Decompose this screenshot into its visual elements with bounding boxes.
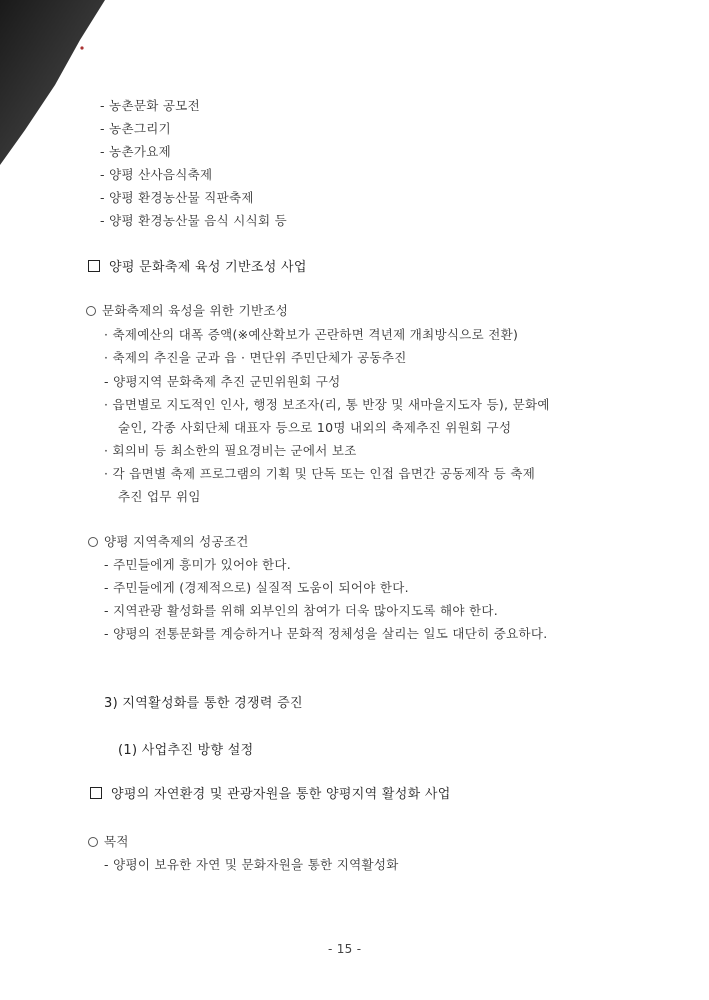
list-item: - 주민들에게 (경제적으로) 실질적 도움이 되어야 한다. bbox=[104, 580, 409, 595]
list-item: - 농촌가요제 bbox=[100, 144, 171, 159]
list-item: - 양평 환경농산물 음식 시식회 등 bbox=[100, 213, 288, 228]
section-title: 양평 문화축제 육성 기반조성 사업 bbox=[109, 260, 307, 275]
list-item: - 양평 산사음식축제 bbox=[100, 167, 213, 182]
subsection-heading: (1) 사업추진 방향 설정 bbox=[118, 743, 254, 758]
list-item-continuation: 술인, 각종 사회단체 대표자 등으로 10명 내외의 축제추진 위원회 구성 bbox=[118, 420, 512, 435]
list-item: - 농촌그리기 bbox=[100, 121, 171, 136]
section-heading bbox=[88, 256, 307, 275]
circle-bullet-icon bbox=[88, 837, 98, 847]
section-title: 양평의 자연환경 및 관광자원을 통한 양평지역 활성화 사업 bbox=[111, 787, 451, 802]
subsection-title-text: 양평 지역축제의 성공조건 bbox=[104, 534, 249, 549]
subsection-title bbox=[88, 832, 129, 850]
page-number: - 15 - bbox=[328, 942, 362, 956]
section-heading bbox=[90, 783, 451, 802]
list-item: - 양평의 전통문화를 계승하거나 문화적 정체성을 살리는 일도 대단히 중요하다. bbox=[104, 626, 548, 641]
list-item: · 축제의 추진을 군과 읍 · 면단위 주민단체가 공동추진 bbox=[104, 350, 407, 365]
chapter-heading: 3) 지역활성화를 통한 경쟁력 증진 bbox=[104, 696, 303, 711]
list-item: - 양평지역 문화축제 추진 군민위원회 구성 bbox=[104, 374, 341, 389]
circle-bullet-icon bbox=[86, 306, 96, 316]
list-item: · 축제예산의 대폭 증액(※예산확보가 곤란하면 격년제 개최방식으로 전환) bbox=[104, 327, 519, 342]
list-item: · 회의비 등 최소한의 필요경비는 군에서 보조 bbox=[104, 443, 357, 458]
list-item: - 주민들에게 흥미가 있어야 한다. bbox=[104, 557, 292, 572]
checkbox-square-icon bbox=[90, 787, 102, 799]
subsection-title bbox=[86, 301, 288, 319]
list-item: - 농촌문화 공모전 bbox=[100, 98, 200, 113]
list-item-continuation: 추진 업무 위임 bbox=[118, 489, 201, 504]
checkbox-square-icon bbox=[88, 260, 100, 272]
subsection-title-text: 문화축제의 육성을 위한 기반조성 bbox=[102, 303, 289, 318]
circle-bullet-icon bbox=[88, 537, 98, 547]
list-item: - 지역관광 활성화를 위해 외부인의 참여가 더욱 많아지도록 해야 한다. bbox=[104, 603, 499, 618]
list-item: - 양평이 보유한 자연 및 문화자원을 통한 지역활성화 bbox=[104, 857, 399, 872]
subsection-title bbox=[88, 532, 249, 550]
subsection-title-text: 목적 bbox=[104, 834, 129, 849]
list-item: - 양평 환경농산물 직판축제 bbox=[100, 190, 254, 205]
list-item: · 읍면별로 지도적인 인사, 행정 보조자(리, 통 반장 및 새마을지도자 등), 문화예 bbox=[104, 397, 550, 412]
list-item: · 각 읍면별 축제 프로그램의 기획 및 단독 또는 인접 읍면간 공동제작 등 축제 bbox=[104, 466, 536, 481]
